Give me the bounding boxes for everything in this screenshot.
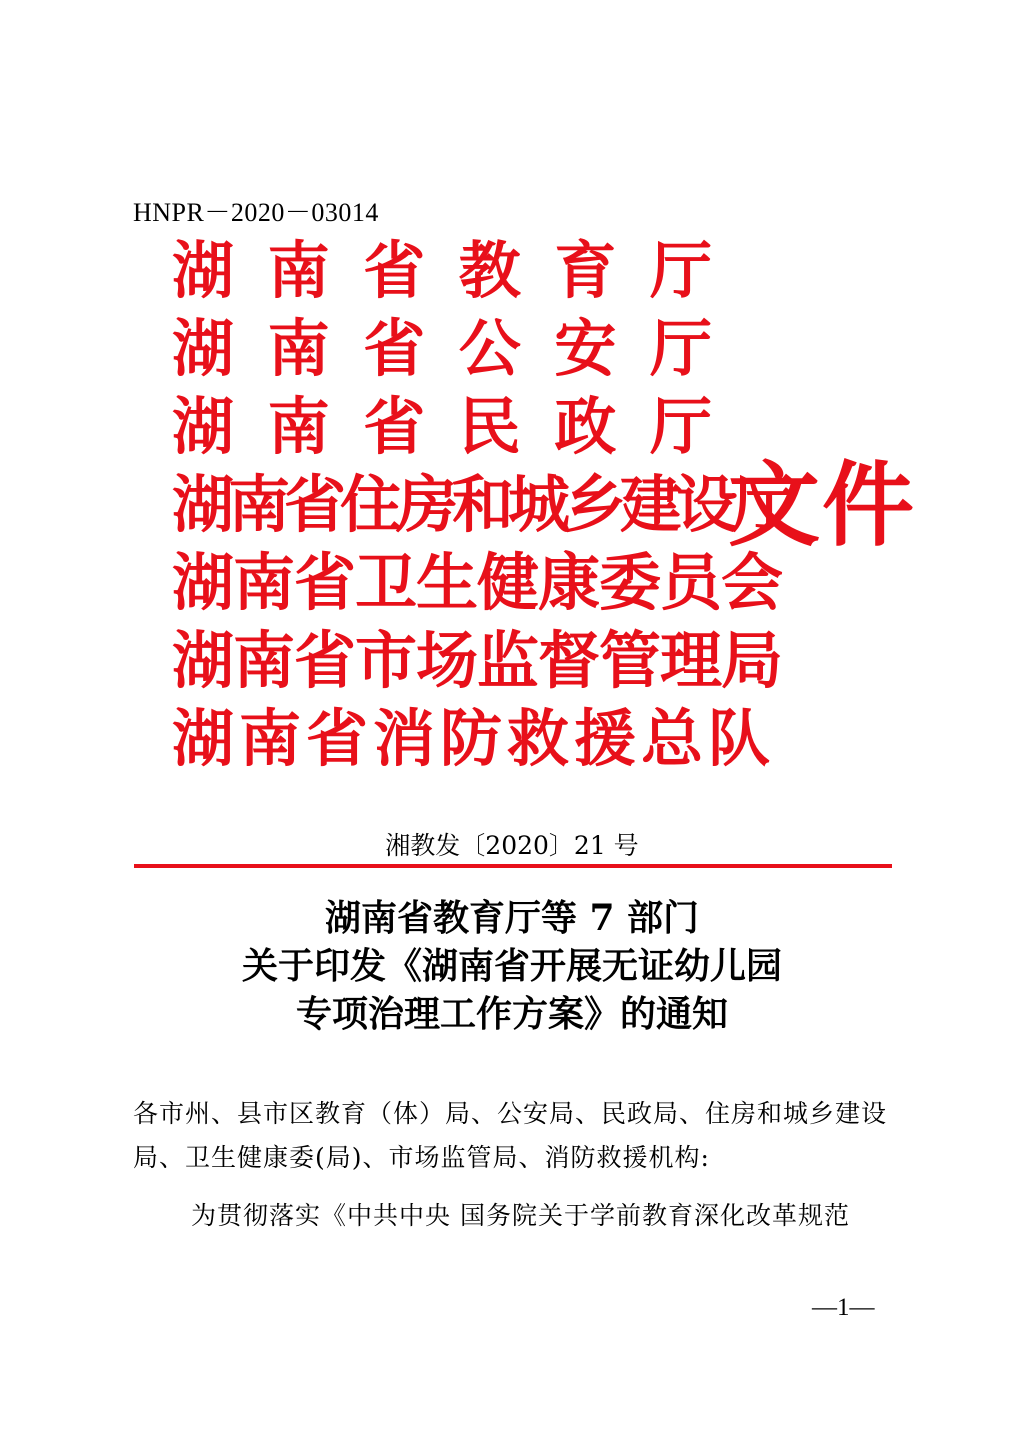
- issuer-char: 南: [267, 312, 330, 385]
- issuer-char: 安: [554, 312, 617, 385]
- issuer-name: 湖南省市场监督管理局: [172, 624, 783, 697]
- issuer-civil-affairs-dept: [172, 388, 712, 466]
- issuer-name: 湖南省住房和城乡建设厅: [172, 468, 789, 541]
- issuer-char: 厅: [649, 234, 712, 307]
- document-code: HNPR－2020－03014: [133, 198, 379, 227]
- notice-title: [0, 894, 1024, 1038]
- page-number: —1—: [812, 1294, 875, 1321]
- issuer-char: 湖: [172, 390, 235, 463]
- document-number: 湘教发〔2020〕21 号: [385, 831, 639, 860]
- issuer-char: 湖: [172, 312, 235, 385]
- issuer-char: 南: [267, 390, 330, 463]
- issuer-health-commission: [172, 544, 783, 622]
- document-label: 文件: [728, 452, 917, 559]
- title-line-3: 专项治理工作方案》的通知: [295, 993, 728, 1035]
- issuer-char: 省: [363, 312, 426, 385]
- issuer-education-dept: [172, 232, 712, 310]
- issuer-char: 教: [458, 234, 521, 307]
- red-divider: [134, 864, 892, 868]
- issuer-public-security-dept: [172, 310, 712, 388]
- issuer-char: 南: [267, 234, 330, 307]
- body-paragraph: 为贯彻落实《中共中央 国务院关于学前教育深化改革规范: [191, 1201, 850, 1230]
- issuer-name: 湖南省消防救援总队: [172, 702, 776, 775]
- issuer-fire-rescue: [172, 700, 776, 778]
- issuer-char: 厅: [649, 312, 712, 385]
- addressees: 各市州、县市区教育（体）局、公安局、民政局、住房和城乡建设局、卫生健康委(局)、市场监管局、消防救援机构:: [133, 1099, 888, 1172]
- issuing-authorities: [172, 232, 789, 778]
- issuer-char: 湖: [172, 234, 235, 307]
- issuer-char: 厅: [649, 390, 712, 463]
- issuer-char: 省: [363, 234, 426, 307]
- issuer-char: 省: [363, 390, 426, 463]
- title-line-1: 湖南省教育厅等 7 部门: [324, 897, 700, 939]
- issuer-market-regulation: [172, 622, 783, 700]
- issuer-char: 育: [554, 234, 617, 307]
- issuer-char: 公: [458, 312, 521, 385]
- issuer-char: 民: [458, 390, 521, 463]
- issuer-char: 政: [554, 390, 617, 463]
- issuer-name: 湖南省卫生健康委员会: [172, 546, 783, 619]
- title-line-2: 关于印发《湖南省开展无证幼儿园: [241, 945, 782, 987]
- issuer-housing-dept: [172, 466, 789, 544]
